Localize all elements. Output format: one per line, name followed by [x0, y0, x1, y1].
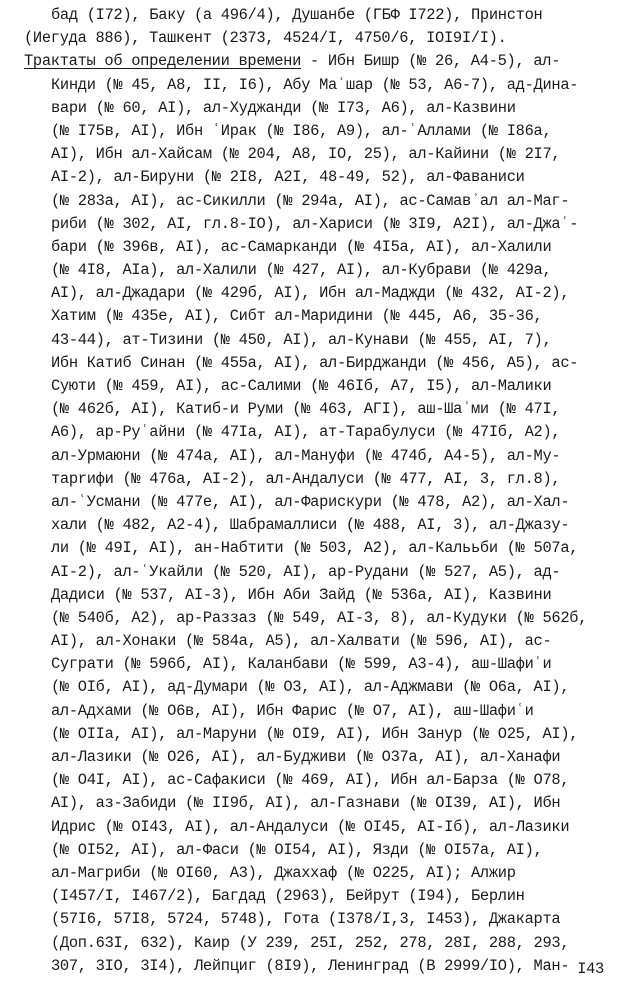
- text-line: (Иегуда 886), Ташкент (2373, 4524/I, 4750/6, IOI9I/I).: [24, 29, 507, 48]
- text-line: бад (I72), Баку (а 496/4), Душанбе (ГБФ I722), Принстон: [51, 6, 543, 24]
- text-line: А6), ар-Руʿайни (№ 47Iа, AI), ат-Тарабулуси (№ 47Iб, A2),: [51, 423, 561, 442]
- paragraph-continuation: [24, 74, 624, 978]
- text-line: Ибн Катиб Синан (№ 455а, AI), ал-Бирджанди (№ 456, А5), ас-: [51, 353, 579, 372]
- text-line: (№ OIб, AI), ад-Думари (№ O3, AI), ал-Аджмави (№ O6а, AI),: [51, 678, 570, 697]
- text-line: AI), ал-Хонаки (№ 584а, А5), ал-Халвати (№ 596, AI), ас-: [51, 632, 552, 651]
- page-number: I43: [577, 960, 604, 978]
- text-line: AI), Ибн ал-Хайсам (№ 204, А8, IO, 25), ал-Кайини (№ 2I7,: [51, 145, 561, 164]
- section-heading-line: [24, 50, 624, 73]
- text-line: (I457/I, I467/2), Багдад (2963), Бейрут (I94), Берлин: [51, 887, 525, 906]
- text-line: тарrифи (№ 476а, AI-2), ал-Андалуси (№ 477, AI, 3, гл.8),: [51, 469, 561, 488]
- text-line: 43-44), ат-Тизини (№ 450, AI), ал-Кунави (№ 455, AI, 7),: [51, 330, 552, 349]
- text-line: AI-2), ал-ʿУкайли (№ 520, AI), ар-Рудани (№ 527, А5), ад-: [51, 562, 561, 581]
- text-line: бари (№ 396в, AI), ас-Самарканди (№ 4I5а, AI), ал-Халили: [51, 237, 552, 256]
- text-line: ал-Адхами (№ O6в, AI), Ибн Фарис (№ O7, AI), аш-Шафиʿи: [51, 701, 534, 720]
- text-line: AI), ал-Джадари (№ 429б, AI), Ибн ал-Маджди (№ 432, AI-2),: [51, 284, 570, 303]
- text-line: Идрис (№ OI43, AI), ал-Андалуси (№ OI45, AI-Iб), ал-Лазики: [51, 817, 570, 836]
- text-line: хали (№ 482, A2-4), Шабрамаллиси (№ 488, AI, 3), ал-Джазу-: [51, 516, 570, 535]
- text-line: (Доп.63I, 632), Каир (У 239, 25I, 252, 278, 28I, 288, 293,: [51, 933, 570, 952]
- text-line: Дадиси (№ 537, AI-3), Ибн Аби Зайд (№ 536а, AI), Казвини: [51, 585, 552, 604]
- text-line: вари (№ 60, AI), ал-Худжанди (№ I73, А6), ал-Казвини: [51, 98, 516, 117]
- text-line: ал-Лазики (№ O26, AI), ал-Будживи (№ O37а, AI), ал-Ханафи: [51, 748, 561, 766]
- text-line: Кинди (№ 45, А8, II, I6), Абу Маʿшар (№ 53, А6-7), ад-Дина-: [51, 75, 579, 94]
- text-line: (№ OI52, AI), ал-Фаси (№ OI54, AI), Язди (№ OI57а, AI),: [51, 840, 543, 859]
- text-line: (№ 283а, AI), ас-Сикилли (№ 294а, AI), ас-Самавʾал ал-Маг-: [51, 191, 570, 210]
- text-line: (№ 462б, AI), Катиб-и Руми (№ 463, AГI), аш-Шаʾми (№ 47I,: [51, 400, 561, 419]
- section-heading: Трактаты об определении времени: [24, 52, 302, 71]
- text-line: ал-Урмаюни (№ 474а, AI), ал-Мануфи (№ 474б, А4-5), ал-Му-: [51, 446, 561, 465]
- text-line: ал-Магриби (№ OI60, A3), Джаххаф (№ O225, AI); Алжир: [51, 863, 516, 882]
- text-line: (№ 540б, A2), ар-Раззаз (№ 549, AI-3, 8), ал-Кудуки (№ 562б,: [51, 608, 588, 627]
- body-text: [24, 4, 624, 978]
- text-line: (57I6, 57I8, 5724, 5748), Гота (I378/I,3, I453), Джакарта: [51, 910, 561, 929]
- text-line: Суюти (№ 459, AI), ас-Салими (№ 46Iб, А7, I5), ал-Малики: [51, 377, 552, 395]
- text-line: Хатим (№ 435е, AI), Сибт ал-Маридини (№ 445, А6, 35-36,: [51, 307, 543, 326]
- text-line: (№ O4I, AI), ас-Сафакиси (№ 469, AI), Ибн ал-Барза (№ O78,: [51, 771, 570, 790]
- text-line: 307, 3IO, 3I4), Лейпциг (8I9), Ленинград (В 2999/IO), Ман-: [51, 956, 570, 975]
- text-line: Суграти (№ 596б, AI), Каланбави (№ 599, А3-4), аш-Шафиʿи: [51, 655, 552, 674]
- text-line: (№ I75в, AI), Ибн ʿИрак (№ I86, А9), ал-ʿАллами (№ I86а,: [51, 121, 552, 140]
- section-heading-rest: - Ибн Бишр (№ 26, А4-5), ал-: [301, 52, 561, 71]
- text-line: (№ 4I8, AIа), ал-Халили (№ 427, AI), ал-Кубрави (№ 429а,: [51, 261, 552, 280]
- text-line: ли (№ 49I, AI), ан-Набтити (№ 503, A2), ал-Калььби (№ 507а,: [51, 539, 579, 558]
- text-line: AI-2), ал-Бируни (№ 2I8, A2I, 48-49, 52), ал-Фаваниси: [51, 168, 525, 187]
- text-line: риби (№ 302, AI, гл.8-IO), ал-Хариси (№ 3I9, A2I), ал-Джаʿ-: [51, 214, 579, 233]
- text-line: (№ OIIа, AI), ал-Маруни (№ OI9, AI), Ибн Занур (№ O25, AI),: [51, 724, 579, 743]
- text-line: AI), аз-Забиди (№ II9б, AI), ал-Газнави (№ OI39, AI), Ибн: [51, 794, 561, 813]
- text-line: ал-ʿУсмани (№ 477е, AI), ал-Фарискури (№ 478, A2), ал-Хал-: [51, 492, 570, 511]
